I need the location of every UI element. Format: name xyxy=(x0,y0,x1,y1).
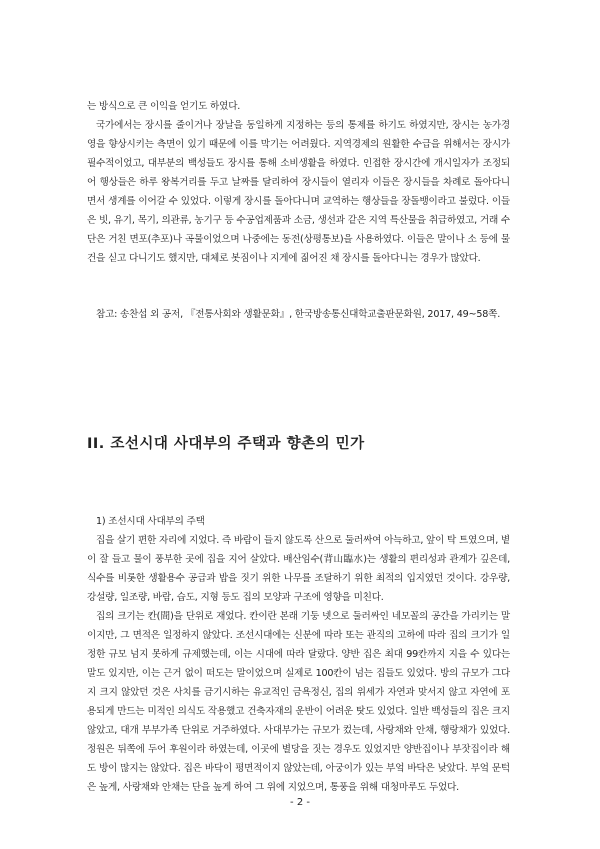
page-number: - 2 - xyxy=(290,797,310,808)
reference-note: 참고: 송찬섭 외 공저, 『전통사회와 생활문화』, 한국방송통신대학교출판문화원, 2017, 49~58쪽. xyxy=(96,309,501,320)
section-title: II. 조선시대 사대부의 주택과 향촌의 민가 xyxy=(87,436,365,452)
continuation-paragraph: 는 방식으로 큰 이익을 얻기도 하였다. xyxy=(87,101,241,112)
subsection-block xyxy=(87,512,510,797)
size-paragraph: 집의 크기는 칸(間)을 단위로 재었다. 칸이란 본래 기둥 넷으로 둘러싸인 네모꼴의 공간을 가리키는 말이지만, 그 면적은 일정하지 않았다. 조선시대에는 신분에 따라 또는 관직의 고하에 따라 집의 크기가 일정한 규모 넘지 못하게 규제했는데, 이는 시대에 따라 달랐다. 양반 집은 최대 99칸까지 지을 수 있다는 말도 있지만, 이는 근거 없이 떠도는 말이었으며 실제로 100칸이 넘는 집들도 있었다. 방의 규모가 그다지 크지 않았던 것은 사치를 금기시하는 유교적인 금욕정신, 집의 위세가 자연과 맞서지 않고 자연에 포용되게 만드는 미적인 의식도 작용했고 건축자재의 운반이 어려운 탓도 있었다. 일반 백성들의 집은 크지 않았고, 대개 부부가족 단위로 거주하였다. 사대부가는 규모가 컸는데, 사랑채와 안채, 행랑채가 있었다. 정원은 뒤쪽에 두어 후원이라 하였는데, 이곳에 별당을 짓는 경우도 있었지만 양반집이나 부잣집이라 해도 방이 많지는 않았다. 집은 바닥이 평면적이지 않았는데, 아궁이가 있는 부엌 바닥은 낮았다. 부엌 문턱은 높게, 사랑채와 안채는 단을 높게 하여 그 위에 지었으며, 통풍을 위해 대청마루도 두었다. xyxy=(87,611,510,793)
reference-block xyxy=(87,305,510,324)
market-paragraph: 국가에서는 장시를 줄이거나 장날을 동일하게 지정하는 등의 통제를 하기도 하였지만, 장시는 농가경영을 향상시키는 측면이 있기 때문에 이를 막기는 어려웠다. 지역경제의 원활한 수급을 위해서는 장시가 필수적이었고, 대부분의 백성들도 장시를 통해 소비생활을 하였다. 인접한 장시간에 개시일자가 조정되어 행상들은 하루 왕복거리를 두고 날짜를 달리하여 장시들이 열리자 이들은 장시들을 차례로 돌아다니면서 생계를 이어갈 수 있었다. 이렇게 장시를 돌아다니며 교역하는 행상들을 장돌뱅이라고 불렀다. 이들은 빗, 유기, 목기, 의관류, 농기구 등 수공업제품과 소금, 생선과 같은 지역 특산물을 취급하였고, 거래 수단은 거친 면포(추포)나 곡물이었으며 나중에는 동전(상평통보)을 사용하였다. 이들은 말이나 소 등에 물건을 싣고 다니기도 했지만, 대체로 봇짐이나 지게에 짊어진 채 장시를 돌아다니는 경우가 많았다. xyxy=(87,120,510,264)
intro-block xyxy=(87,97,510,268)
subsection-heading: 1) 조선시대 사대부의 주택 xyxy=(96,516,205,527)
site-paragraph: 집을 살기 편한 자리에 지었다. 즉 바람이 들지 않도록 산으로 둘러싸여 아늑하고, 앞이 탁 트였으며, 볕이 잘 들고 물이 풍부한 곳에 집을 지어 살았다. 배산임수(背山臨水)는 생활의 편리성과 관계가 깊은데, 식수를 비롯한 생활용수 공급과 밥을 짓기 위한 나무를 조달하기 위한 최적의 입지였던 것이다. 강우량, 강설량, 일조량, 바람, 습도, 지형 등도 집의 모양과 구조에 영향을 미친다. xyxy=(87,535,510,603)
